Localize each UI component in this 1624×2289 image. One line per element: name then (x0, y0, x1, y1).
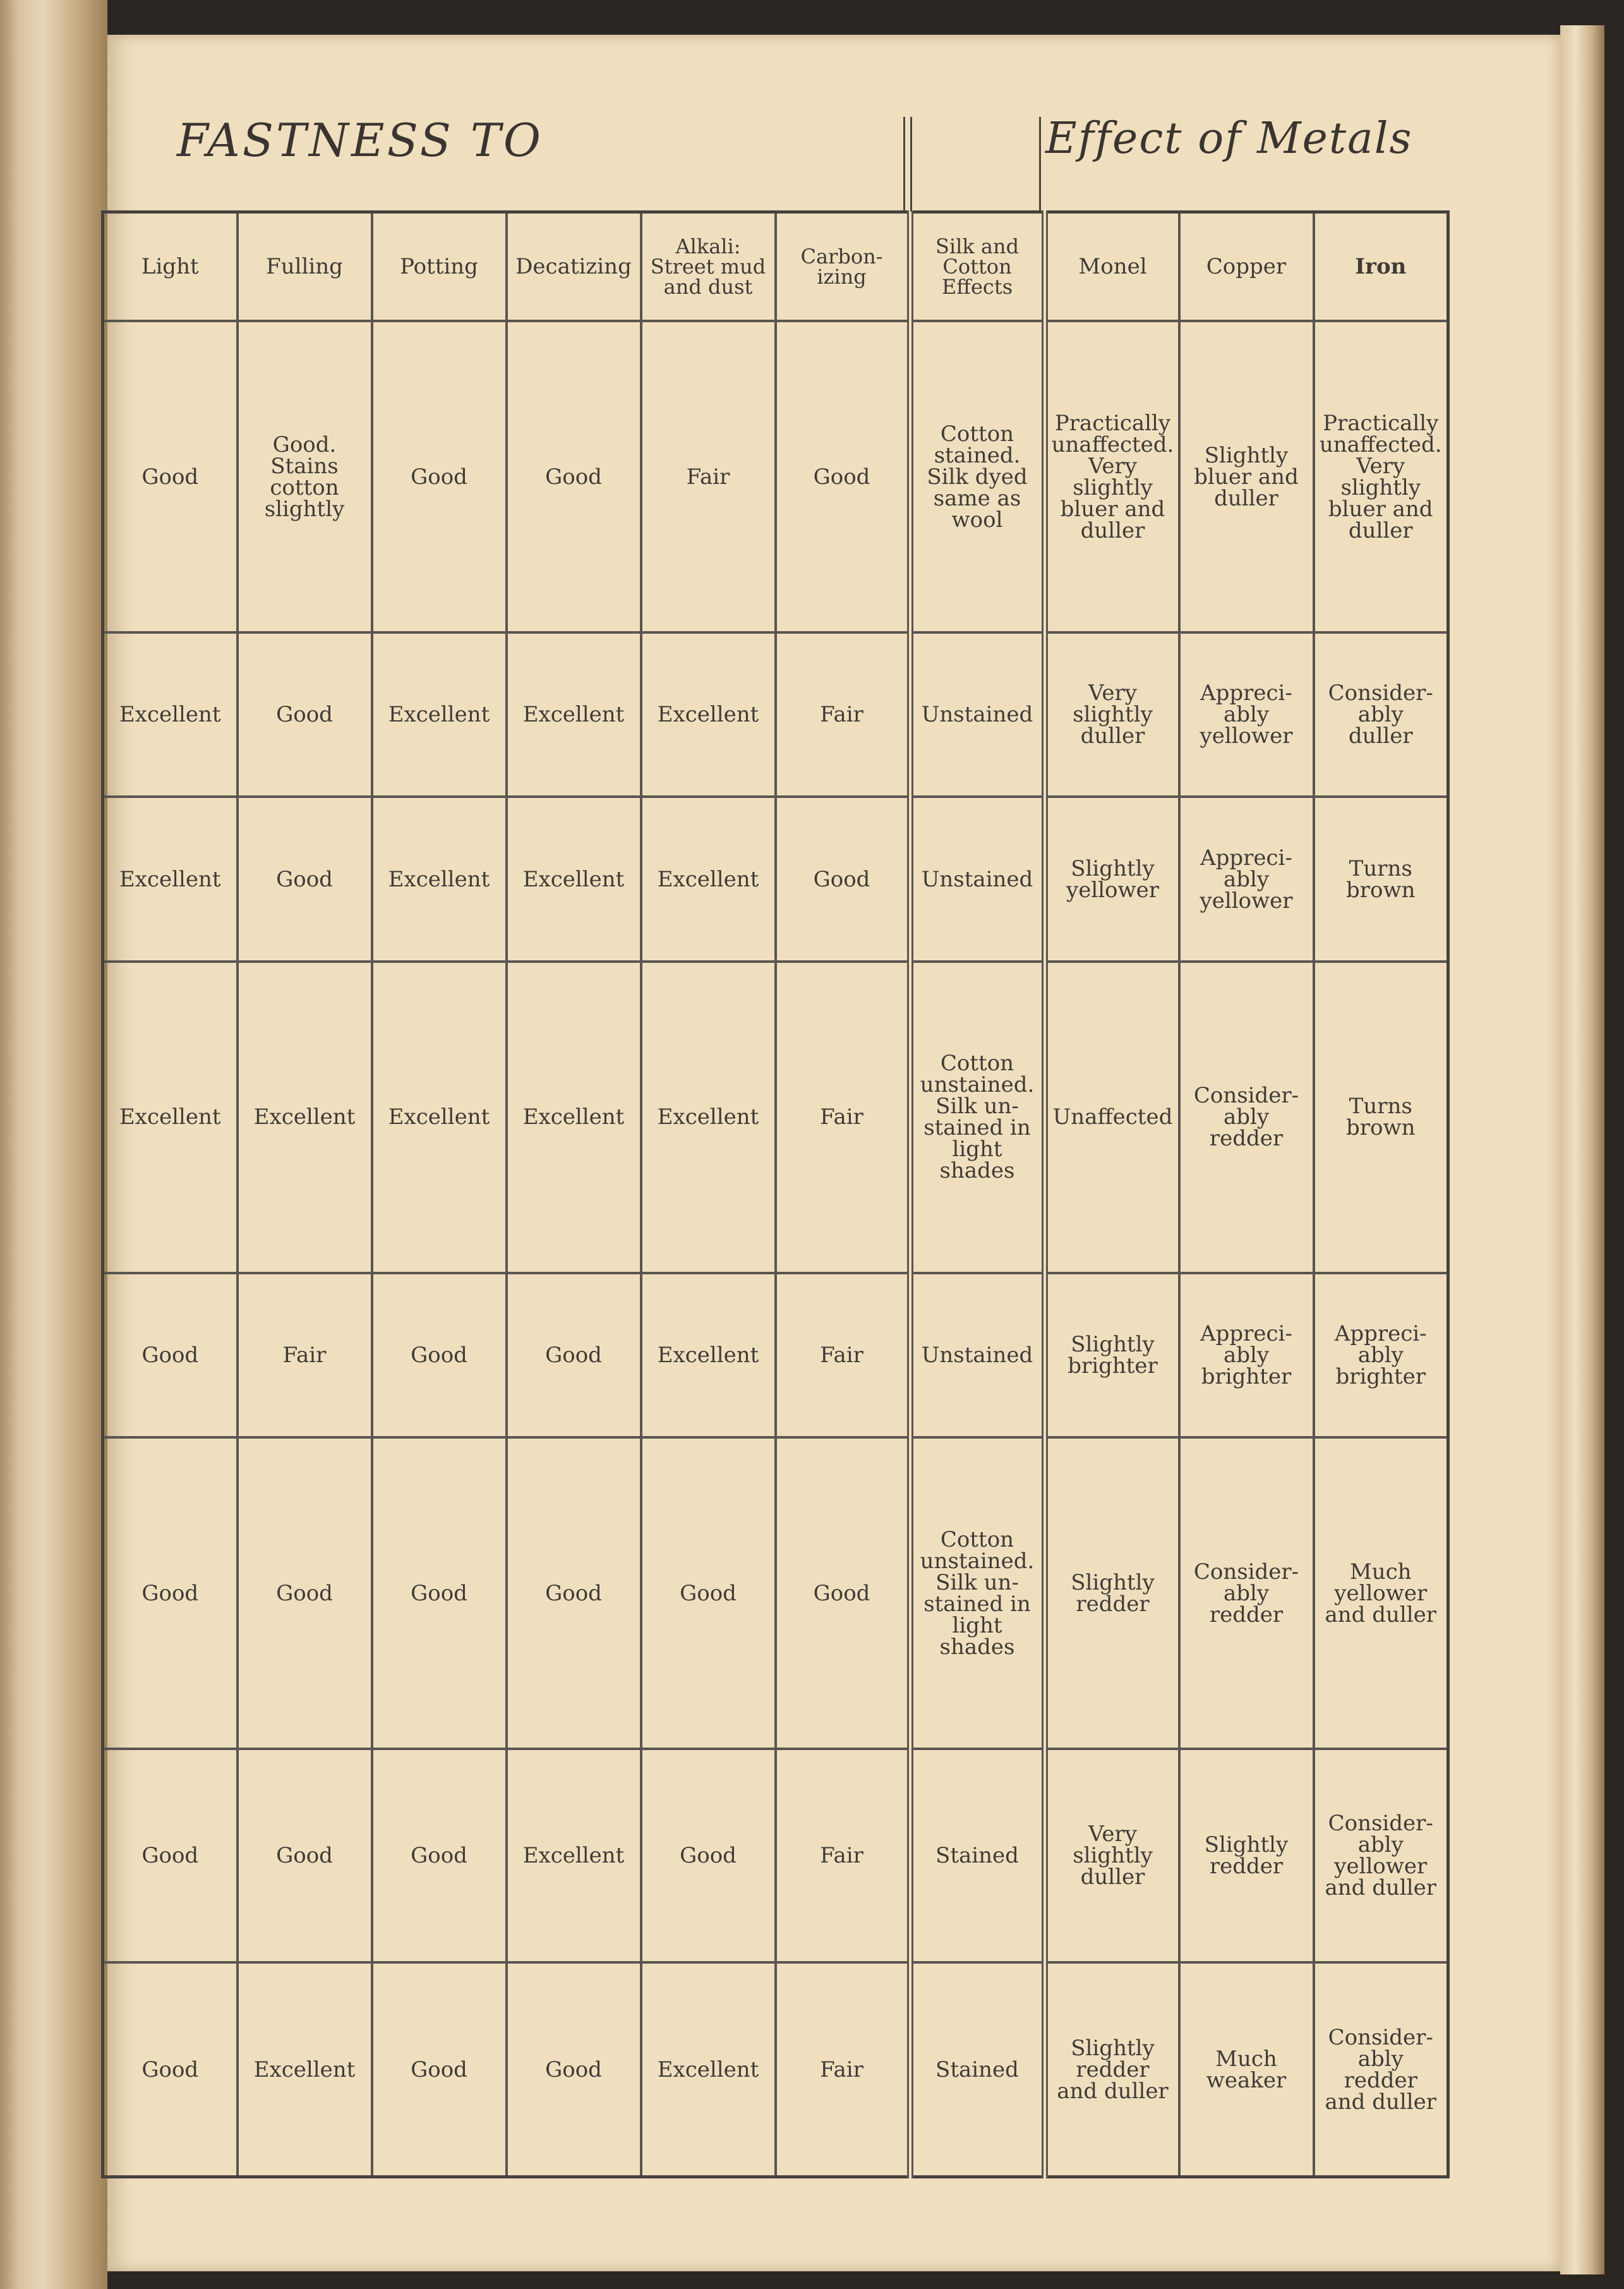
fastness-title: FASTNESS TO (177, 114, 543, 167)
cell-light: Excellent (103, 632, 238, 797)
cell-silk-cotton-effects: Cotton unstained. Silk un- stained in light shades (910, 1437, 1045, 1749)
cell-potting: Good (372, 1273, 507, 1437)
cell-copper: Appreci- ably brighter (1179, 1273, 1314, 1437)
cell-light: Excellent (103, 962, 238, 1273)
table-row (103, 632, 1448, 797)
cell-silk-cotton-effects: Unstained (910, 1273, 1045, 1437)
table-header-row (103, 212, 1448, 322)
table-row (103, 1273, 1448, 1437)
cell-carbonizing: Fair (776, 632, 910, 797)
cell-potting: Good (372, 321, 507, 632)
cell-light: Good (103, 321, 238, 632)
cell-copper: Appreci- ably yellower (1179, 797, 1314, 961)
cell-fulling: Excellent (238, 1962, 372, 2177)
cell-alkali: Good (641, 1749, 776, 1962)
cell-carbonizing: Fair (776, 962, 910, 1273)
cell-copper: Much weaker (1179, 1962, 1314, 2177)
cell-alkali: Excellent (641, 1962, 776, 2177)
column-header-carbonizing: Carbon- izing (776, 212, 910, 322)
column-header-copper: Copper (1179, 212, 1314, 322)
cell-fulling: Good (238, 1749, 372, 1962)
cell-copper: Slightly bluer and duller (1179, 321, 1314, 632)
cell-carbonizing: Good (776, 797, 910, 961)
cell-iron: Much yellower and duller (1314, 1437, 1448, 1749)
table-row (103, 962, 1448, 1273)
column-header-potting: Potting (372, 212, 507, 322)
cell-silk-cotton-effects: Stained (910, 1749, 1045, 1962)
cell-monel: Slightly redder and duller (1045, 1962, 1179, 2177)
column-header-iron: Iron (1314, 212, 1448, 322)
cell-light: Good (103, 1273, 238, 1437)
cell-potting: Good (372, 1437, 507, 1749)
cell-potting: Good (372, 1962, 507, 2177)
header-divider-rule (1039, 117, 1041, 212)
cell-silk-cotton-effects: Stained (910, 1962, 1045, 2177)
cell-fulling: Good (238, 632, 372, 797)
column-header-monel: Monel (1045, 212, 1179, 322)
cell-potting: Excellent (372, 632, 507, 797)
cell-potting: Excellent (372, 797, 507, 961)
cell-alkali: Excellent (641, 962, 776, 1273)
cell-alkali: Fair (641, 321, 776, 632)
cell-monel: Slightly redder (1045, 1437, 1179, 1749)
cell-silk-cotton-effects: Unstained (910, 632, 1045, 797)
column-header-alkali: Alkali: Street mud and dust (641, 212, 776, 322)
cell-fulling: Excellent (238, 962, 372, 1273)
column-header-fulling: Fulling (238, 212, 372, 322)
cell-potting: Good (372, 1749, 507, 1962)
table-row (103, 1749, 1448, 1962)
cell-monel: Very slightly duller (1045, 1749, 1179, 1962)
cell-decatizing: Excellent (507, 632, 641, 797)
cell-decatizing: Excellent (507, 962, 641, 1273)
cell-decatizing: Good (507, 1437, 641, 1749)
cell-carbonizing: Good (776, 1437, 910, 1749)
cell-light: Good (103, 1962, 238, 2177)
cell-carbonizing: Fair (776, 1749, 910, 1962)
cell-monel: Very slightly duller (1045, 632, 1179, 797)
cell-monel: Unaffected (1045, 962, 1179, 1273)
cell-alkali: Good (641, 1437, 776, 1749)
page-edge-stack (1560, 25, 1604, 2274)
cell-alkali: Excellent (641, 632, 776, 797)
cell-fulling: Fair (238, 1273, 372, 1437)
cell-iron: Appreci- ably brighter (1314, 1273, 1448, 1437)
cell-decatizing: Good (507, 1273, 641, 1437)
cell-silk-cotton-effects: Unstained (910, 797, 1045, 961)
cell-copper: Consider- ably redder (1179, 962, 1314, 1273)
cell-carbonizing: Fair (776, 1273, 910, 1437)
table-body (103, 321, 1448, 2177)
header-divider-rule (903, 117, 905, 212)
cell-monel: Slightly yellower (1045, 797, 1179, 961)
cell-silk-cotton-effects: Cotton unstained. Silk un- stained in light shades (910, 962, 1045, 1273)
cell-copper: Consider- ably redder (1179, 1437, 1314, 1749)
cell-potting: Excellent (372, 962, 507, 1273)
cell-fulling: Good (238, 1437, 372, 1749)
table-row (103, 797, 1448, 961)
table-row (103, 1962, 1448, 2177)
cell-carbonizing: Good (776, 321, 910, 632)
cell-monel: Practically unaffected. Very slightly bluer and duller (1045, 321, 1179, 632)
cell-silk-cotton-effects: Cotton stained. Silk dyed same as wool (910, 321, 1045, 632)
facing-page-edge (0, 0, 107, 2289)
table-row (103, 1437, 1448, 1749)
cell-light: Good (103, 1437, 238, 1749)
cell-iron: Practically unaffected. Very slightly bluer and duller (1314, 321, 1448, 632)
cell-decatizing: Good (507, 321, 641, 632)
column-header-silk-cotton-effects: Silk and Cotton Effects (910, 212, 1045, 322)
cell-iron: Turns brown (1314, 962, 1448, 1273)
cell-light: Good (103, 1749, 238, 1962)
cell-iron: Consider- ably yellower and duller (1314, 1749, 1448, 1962)
cell-copper: Appreci- ably yellower (1179, 632, 1314, 797)
column-header-decatizing: Decatizing (507, 212, 641, 322)
cell-light: Excellent (103, 797, 238, 961)
cell-iron: Consider- ably redder and duller (1314, 1962, 1448, 2177)
cell-alkali: Excellent (641, 1273, 776, 1437)
cell-decatizing: Good (507, 1962, 641, 2177)
cell-iron: Turns brown (1314, 797, 1448, 961)
cell-decatizing: Excellent (507, 797, 641, 961)
table-row (103, 321, 1448, 632)
cell-carbonizing: Fair (776, 1962, 910, 2177)
metals-title: Effect of Metals (1045, 114, 1413, 164)
header-divider-rule (910, 117, 912, 212)
cell-alkali: Excellent (641, 797, 776, 961)
cell-monel: Slightly brighter (1045, 1273, 1179, 1437)
cell-copper: Slightly redder (1179, 1749, 1314, 1962)
column-header-light: Light (103, 212, 238, 322)
dye-fastness-table (101, 210, 1450, 2178)
cell-fulling: Good (238, 797, 372, 961)
cell-decatizing: Excellent (507, 1749, 641, 1962)
cell-fulling: Good. Stains cotton slightly (238, 321, 372, 632)
cell-iron: Consider- ably duller (1314, 632, 1448, 797)
